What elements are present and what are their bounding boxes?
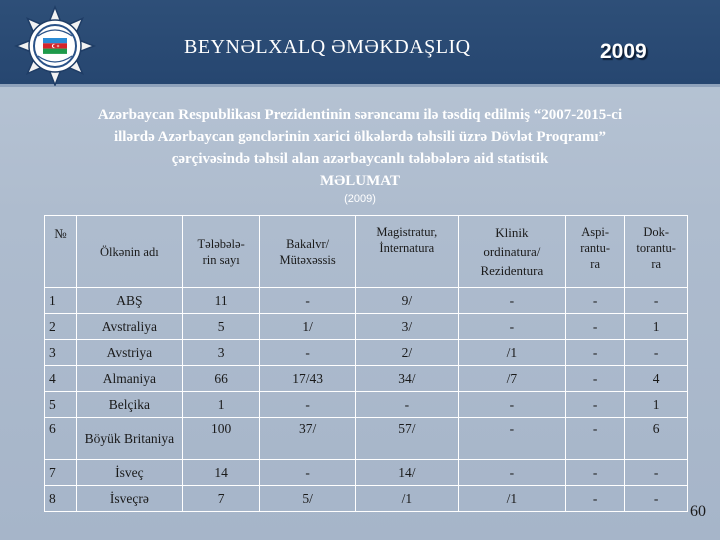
cell-country: İsveç: [76, 460, 182, 486]
slide-title: BEYNƏLXALQ ƏMƏKDAŞLIQ: [184, 36, 471, 58]
cell-number: 5: [45, 392, 77, 418]
header-line: №: [54, 226, 67, 241]
cell-master: 3/: [355, 314, 458, 340]
header-doctorate: [625, 216, 688, 288]
header-line: Klinik: [495, 225, 529, 240]
header-bachelor: [260, 216, 355, 288]
cell-bachelor: 5/: [260, 486, 355, 512]
cell-number: 6: [45, 418, 77, 460]
cell-clinical: /1: [458, 486, 565, 512]
header-clinical: [458, 216, 565, 288]
header-line: ra: [590, 257, 600, 271]
table-row: [45, 314, 688, 340]
cell-doctorate: 6: [625, 418, 688, 460]
cell-master: 14/: [355, 460, 458, 486]
cell-master: 9/: [355, 288, 458, 314]
cell-clinical: -: [458, 460, 565, 486]
cell-country: ABŞ: [76, 288, 182, 314]
cell-master: 34/: [355, 366, 458, 392]
cell-doctorate: -: [625, 288, 688, 314]
cell-student-count: 14: [182, 460, 259, 486]
cell-clinical: -: [458, 418, 565, 460]
table-header-row: [45, 216, 688, 288]
cell-number: 3: [45, 340, 77, 366]
cell-number: 8: [45, 486, 77, 512]
cell-postgraduate: -: [565, 486, 624, 512]
header-postgraduate: [565, 216, 624, 288]
cell-postgraduate: -: [565, 340, 624, 366]
cell-postgraduate: -: [565, 314, 624, 340]
cell-country: Avstraliya: [76, 314, 182, 340]
cell-student-count: 3: [182, 340, 259, 366]
header-student-count: [182, 216, 259, 288]
cell-student-count: 5: [182, 314, 259, 340]
intro-line: çərçivəsində təhsil alan azərbaycanlı tələbələrə aid statistik: [171, 151, 549, 167]
cell-student-count: 1: [182, 392, 259, 418]
header-master: [355, 216, 458, 288]
header-line: rantu-: [580, 241, 611, 255]
header-line: Magistratur,: [376, 225, 438, 239]
header-line: ra: [651, 257, 662, 271]
cell-bachelor: 17/43: [260, 366, 355, 392]
header-line: Rezidentura: [480, 263, 544, 278]
cell-bachelor: 1/: [260, 314, 355, 340]
cell-doctorate: -: [625, 340, 688, 366]
cell-postgraduate: -: [565, 366, 624, 392]
table-year-label: (2009): [344, 193, 376, 205]
table-row: [45, 340, 688, 366]
cell-postgraduate: -: [565, 460, 624, 486]
cell-student-count: 7: [182, 486, 259, 512]
cell-clinical: -: [458, 392, 565, 418]
cell-bachelor: -: [260, 340, 355, 366]
cell-country: Böyük Britaniya: [76, 418, 182, 460]
cell-doctorate: 1: [625, 314, 688, 340]
cell-country: Belçika: [76, 392, 182, 418]
table-row: [45, 486, 688, 512]
statistics-table: [44, 215, 688, 512]
cell-master: 57/: [355, 418, 458, 460]
header-divider: [0, 84, 720, 87]
cell-clinical: /7: [458, 366, 565, 392]
intro-line: Azərbaycan Respublikası Prezidentinin sərəncamı ilə təsdiq edilmiş “2007-2015-ci: [97, 107, 623, 123]
cell-country: Almaniya: [76, 366, 182, 392]
table-row: [45, 288, 688, 314]
cell-bachelor: -: [260, 392, 355, 418]
cell-master: -: [355, 392, 458, 418]
cell-master: /1: [355, 486, 458, 512]
cell-doctorate: -: [625, 486, 688, 512]
header-country: [76, 216, 182, 288]
cell-postgraduate: -: [565, 392, 624, 418]
header-line: Aspi-: [581, 225, 610, 239]
cell-doctorate: -: [625, 460, 688, 486]
cell-student-count: 11: [182, 288, 259, 314]
cell-postgraduate: -: [565, 288, 624, 314]
header-line: Ölkənin adı: [100, 244, 159, 259]
cell-bachelor: -: [260, 288, 355, 314]
cell-clinical: -: [458, 288, 565, 314]
table-row: [45, 418, 688, 460]
header-line: Dok-: [643, 225, 670, 239]
cell-number: 4: [45, 366, 77, 392]
header-line: rin sayı: [202, 252, 240, 267]
header-line: İnternatura: [379, 241, 435, 255]
intro-line: illərdə Azərbaycan gənclərinin xarici ölkələrdə təhsili üzrə Dövlət Proqramı”: [113, 129, 607, 145]
cell-number: 1: [45, 288, 77, 314]
header-year: 2009: [600, 40, 647, 63]
header-line: Mütəxəssis: [279, 252, 336, 267]
cell-clinical: -: [458, 314, 565, 340]
ministry-emblem-icon: [8, 4, 100, 86]
cell-country: İsveçrə: [76, 486, 182, 512]
page-number: 60: [690, 503, 706, 520]
cell-master: 2/: [355, 340, 458, 366]
cell-bachelor: 37/: [260, 418, 355, 460]
cell-clinical: /1: [458, 340, 565, 366]
cell-bachelor: -: [260, 460, 355, 486]
header-line: torantu-: [636, 241, 676, 255]
cell-doctorate: 1: [625, 392, 688, 418]
header-number: [45, 216, 77, 288]
table-row: [45, 460, 688, 486]
cell-number: 2: [45, 314, 77, 340]
cell-number: 7: [45, 460, 77, 486]
cell-student-count: 100: [182, 418, 259, 460]
table-row: [45, 366, 688, 392]
header-line: Bakalvr/: [286, 236, 330, 251]
table-row: [45, 392, 688, 418]
header-line: ordinatura/: [483, 244, 541, 259]
cell-doctorate: 4: [625, 366, 688, 392]
cell-postgraduate: -: [565, 418, 624, 460]
intro-heading: MƏLUMAT: [320, 173, 400, 189]
cell-student-count: 66: [182, 366, 259, 392]
cell-country: Avstriya: [76, 340, 182, 366]
intro-text: [20, 104, 700, 192]
header-line: Tələbələ-: [197, 236, 245, 251]
